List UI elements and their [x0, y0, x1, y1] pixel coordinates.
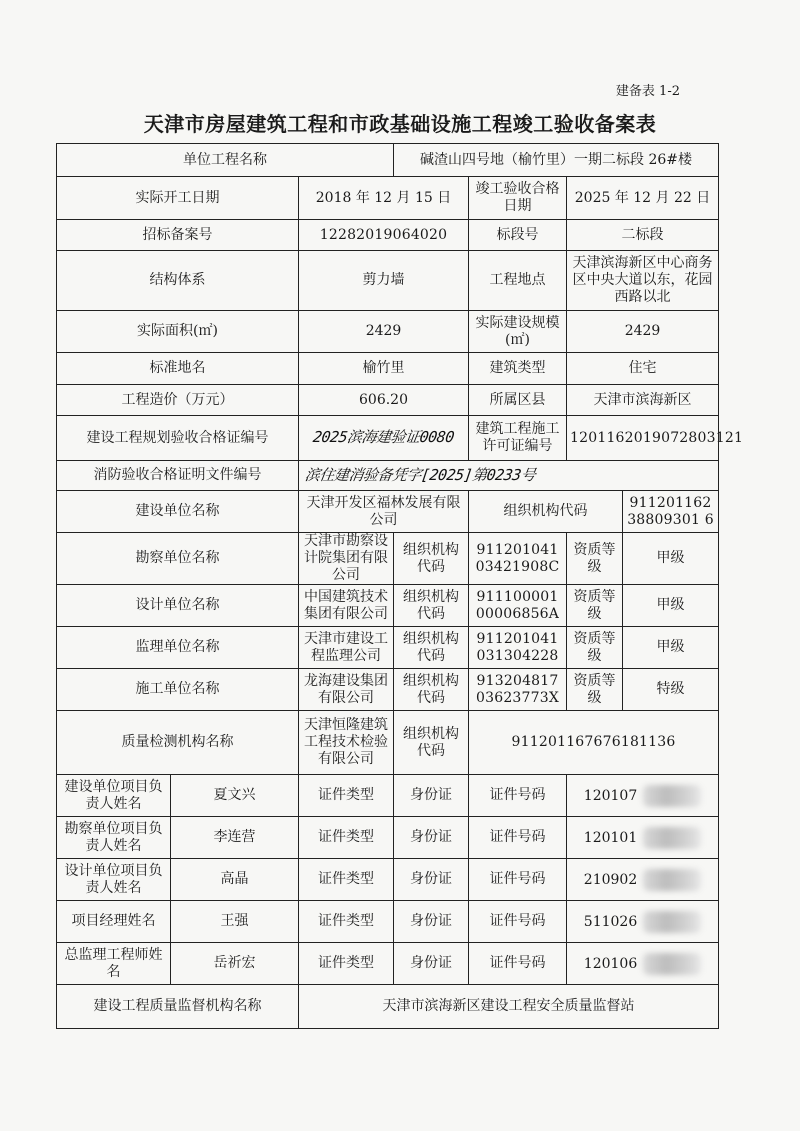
value-construction-name: 龙海建设集团有限公司: [299, 669, 394, 711]
label-id-number: 证件号码: [469, 943, 567, 985]
value-builder-name: 天津开发区福林发展有限公司: [299, 491, 469, 533]
value-builder-code: 91120116238809301 6: [623, 491, 719, 533]
label-person-role: 总监理工程师姓名: [57, 943, 171, 985]
value-person-name: 岳祈宏: [171, 943, 299, 985]
value-place-name: 榆竹里: [299, 353, 469, 385]
label-survey: 勘察单位名称: [57, 533, 299, 585]
value-survey-code: 91120104103421908C: [469, 533, 567, 585]
row-structure: [57, 251, 719, 311]
redacted-blur: [643, 953, 701, 975]
row-bid: [57, 220, 719, 251]
document-title: 天津市房屋建筑工程和市政基础设施工程竣工验收备案表: [143, 112, 657, 136]
value-id-type: 身份证: [394, 901, 469, 943]
value-person-name: 王强: [171, 901, 299, 943]
label-construction-permit: 建筑工程施工许可证编号: [469, 416, 567, 461]
row-dates: [57, 177, 719, 220]
label-testing-code: 组织机构代码: [394, 711, 469, 775]
value-id-number: [567, 901, 719, 943]
value-id-number: [567, 775, 719, 817]
label-supervision: 监理单位名称: [57, 627, 299, 669]
value-testing-name: 天津恒隆建筑工程技术检验有限公司: [299, 711, 394, 775]
value-id-number: [567, 817, 719, 859]
value-bid-record: 12282019064020: [299, 220, 469, 251]
redacted-blur: [643, 911, 701, 933]
value-building-type: 住宅: [567, 353, 719, 385]
person-row: [57, 775, 719, 817]
label-id-number: 证件号码: [469, 775, 567, 817]
row-certs: [57, 416, 719, 461]
person-row: [57, 817, 719, 859]
label-person-role: 勘察单位项目负责人姓名: [57, 817, 171, 859]
label-construction: 施工单位名称: [57, 669, 299, 711]
filing-form-table: [56, 143, 744, 1029]
row-supervision: [57, 627, 719, 669]
label-place-name: 标准地名: [57, 353, 299, 385]
label-testing: 质量检测机构名称: [57, 711, 299, 775]
label-cost: 工程造价（万元）: [57, 385, 299, 416]
label-id-type: 证件类型: [299, 901, 394, 943]
label-builder: 建设单位名称: [57, 491, 299, 533]
value-fire-cert: [299, 461, 719, 491]
person-row: [57, 859, 719, 901]
redacted-blur: [643, 827, 701, 849]
value-person-name: 李连营: [171, 817, 299, 859]
value-id-type: 身份证: [394, 817, 469, 859]
label-survey-grade: 资质等级: [567, 533, 623, 585]
value-id-type: 身份证: [394, 775, 469, 817]
id-prefix: 120106: [583, 955, 638, 972]
value-construction-grade: 特级: [623, 669, 719, 711]
value-scale: 2429: [567, 311, 719, 353]
label-area: 实际面积(㎡): [57, 311, 299, 353]
value-acceptance-date: 2025 年 12 月 22 日: [567, 177, 719, 220]
label-id-number: 证件号码: [469, 859, 567, 901]
label-bid-record: 招标备案号: [57, 220, 299, 251]
id-prefix: 120107: [583, 787, 638, 804]
value-start-date: 2018 年 12 月 15 日: [299, 177, 469, 220]
value-area: 2429: [299, 311, 469, 353]
value-testing-code: 911201167676181136: [469, 711, 719, 775]
value-supervision-grade: 甲级: [623, 627, 719, 669]
label-start-date: 实际开工日期: [57, 177, 299, 220]
value-person-name: 高晶: [171, 859, 299, 901]
value-location: 天津滨海新区中心商务区中央大道以东，花园西路以北: [567, 251, 719, 311]
value-cost: 606.20: [299, 385, 469, 416]
person-row: [57, 901, 719, 943]
row-cost: [57, 385, 719, 416]
label-id-type: 证件类型: [299, 943, 394, 985]
row-place: [57, 353, 719, 385]
value-design-code: 91110000100006856A: [469, 585, 567, 627]
value-section: 二标段: [567, 220, 719, 251]
label-builder-code: 组织机构代码: [469, 491, 623, 533]
handwritten-planning-cert: 2025滨海建验证0080: [311, 428, 456, 446]
value-construction-code: 91320481703623773X: [469, 669, 567, 711]
id-prefix: 511026: [583, 913, 638, 930]
label-supervision-agency: 建设工程质量监督机构名称: [57, 985, 299, 1029]
label-design-grade: 资质等级: [567, 585, 623, 627]
label-id-number: 证件号码: [469, 817, 567, 859]
value-id-type: 身份证: [394, 859, 469, 901]
value-unit-project-name: 碱渣山四号地（榆竹里）一期二标段 26#楼: [394, 144, 719, 177]
label-construction-grade: 资质等级: [567, 669, 623, 711]
label-id-type: 证件类型: [299, 817, 394, 859]
row-area: [57, 311, 719, 353]
value-id-type: 身份证: [394, 943, 469, 985]
label-survey-code: 组织机构代码: [394, 533, 469, 585]
row-fire-cert: [57, 461, 719, 491]
row-unit-project-name: [57, 144, 719, 177]
label-person-role: 建设单位项目负责人姓名: [57, 775, 171, 817]
label-person-role: 项目经理姓名: [57, 901, 171, 943]
label-id-type: 证件类型: [299, 859, 394, 901]
label-supervision-grade: 资质等级: [567, 627, 623, 669]
value-survey-grade: 甲级: [623, 533, 719, 585]
label-planning-cert: 建设工程规划验收合格证编号: [57, 416, 299, 461]
label-person-role: 设计单位项目负责人姓名: [57, 859, 171, 901]
value-id-number: [567, 859, 719, 901]
label-scale: 实际建设规模(㎡): [469, 311, 567, 353]
label-supervision-code: 组织机构代码: [394, 627, 469, 669]
label-construction-code: 组织机构代码: [394, 669, 469, 711]
value-planning-cert: [299, 416, 469, 461]
label-design: 设计单位名称: [57, 585, 299, 627]
redacted-blur: [643, 869, 701, 891]
label-id-number: 证件号码: [469, 901, 567, 943]
id-prefix: 210902: [583, 871, 638, 888]
value-survey-name: 天津市勘察设计院集团有限公司: [299, 533, 394, 585]
value-structure: 剪力墙: [299, 251, 469, 311]
label-structure: 结构体系: [57, 251, 299, 311]
label-section: 标段号: [469, 220, 567, 251]
value-construction-permit: 1201162019072803121: [567, 416, 719, 461]
row-builder: [57, 491, 719, 533]
value-supervision-name: 天津市建设工程监理公司: [299, 627, 394, 669]
form-code: 建备表 1-2: [615, 84, 680, 99]
redacted-blur: [643, 785, 701, 807]
row-design: [57, 585, 719, 627]
value-design-name: 中国建筑技术集团有限公司: [299, 585, 394, 627]
row-survey: [57, 533, 719, 585]
row-testing: [57, 711, 719, 775]
label-acceptance-date: 竣工验收合格日期: [469, 177, 567, 220]
value-supervision-agency: 天津市滨海新区建设工程安全质量监督站: [299, 985, 719, 1029]
value-design-grade: 甲级: [623, 585, 719, 627]
label-unit-project-name: 单位工程名称: [57, 144, 394, 177]
value-district: 天津市滨海新区: [567, 385, 719, 416]
label-location: 工程地点: [469, 251, 567, 311]
value-person-name: 夏文兴: [171, 775, 299, 817]
label-building-type: 建筑类型: [469, 353, 567, 385]
handwritten-fire-cert: 滨住建消验备凭字[2025]第0233号: [303, 465, 537, 484]
label-fire-cert: 消防验收合格证明文件编号: [57, 461, 299, 491]
value-supervision-code: 911201041031304228: [469, 627, 567, 669]
id-prefix: 120101: [583, 829, 638, 846]
row-construction: [57, 669, 719, 711]
label-id-type: 证件类型: [299, 775, 394, 817]
row-supervision-agency: [57, 985, 719, 1029]
label-design-code: 组织机构代码: [394, 585, 469, 627]
value-id-number: [567, 943, 719, 985]
label-district: 所属区县: [469, 385, 567, 416]
person-row: [57, 943, 719, 985]
